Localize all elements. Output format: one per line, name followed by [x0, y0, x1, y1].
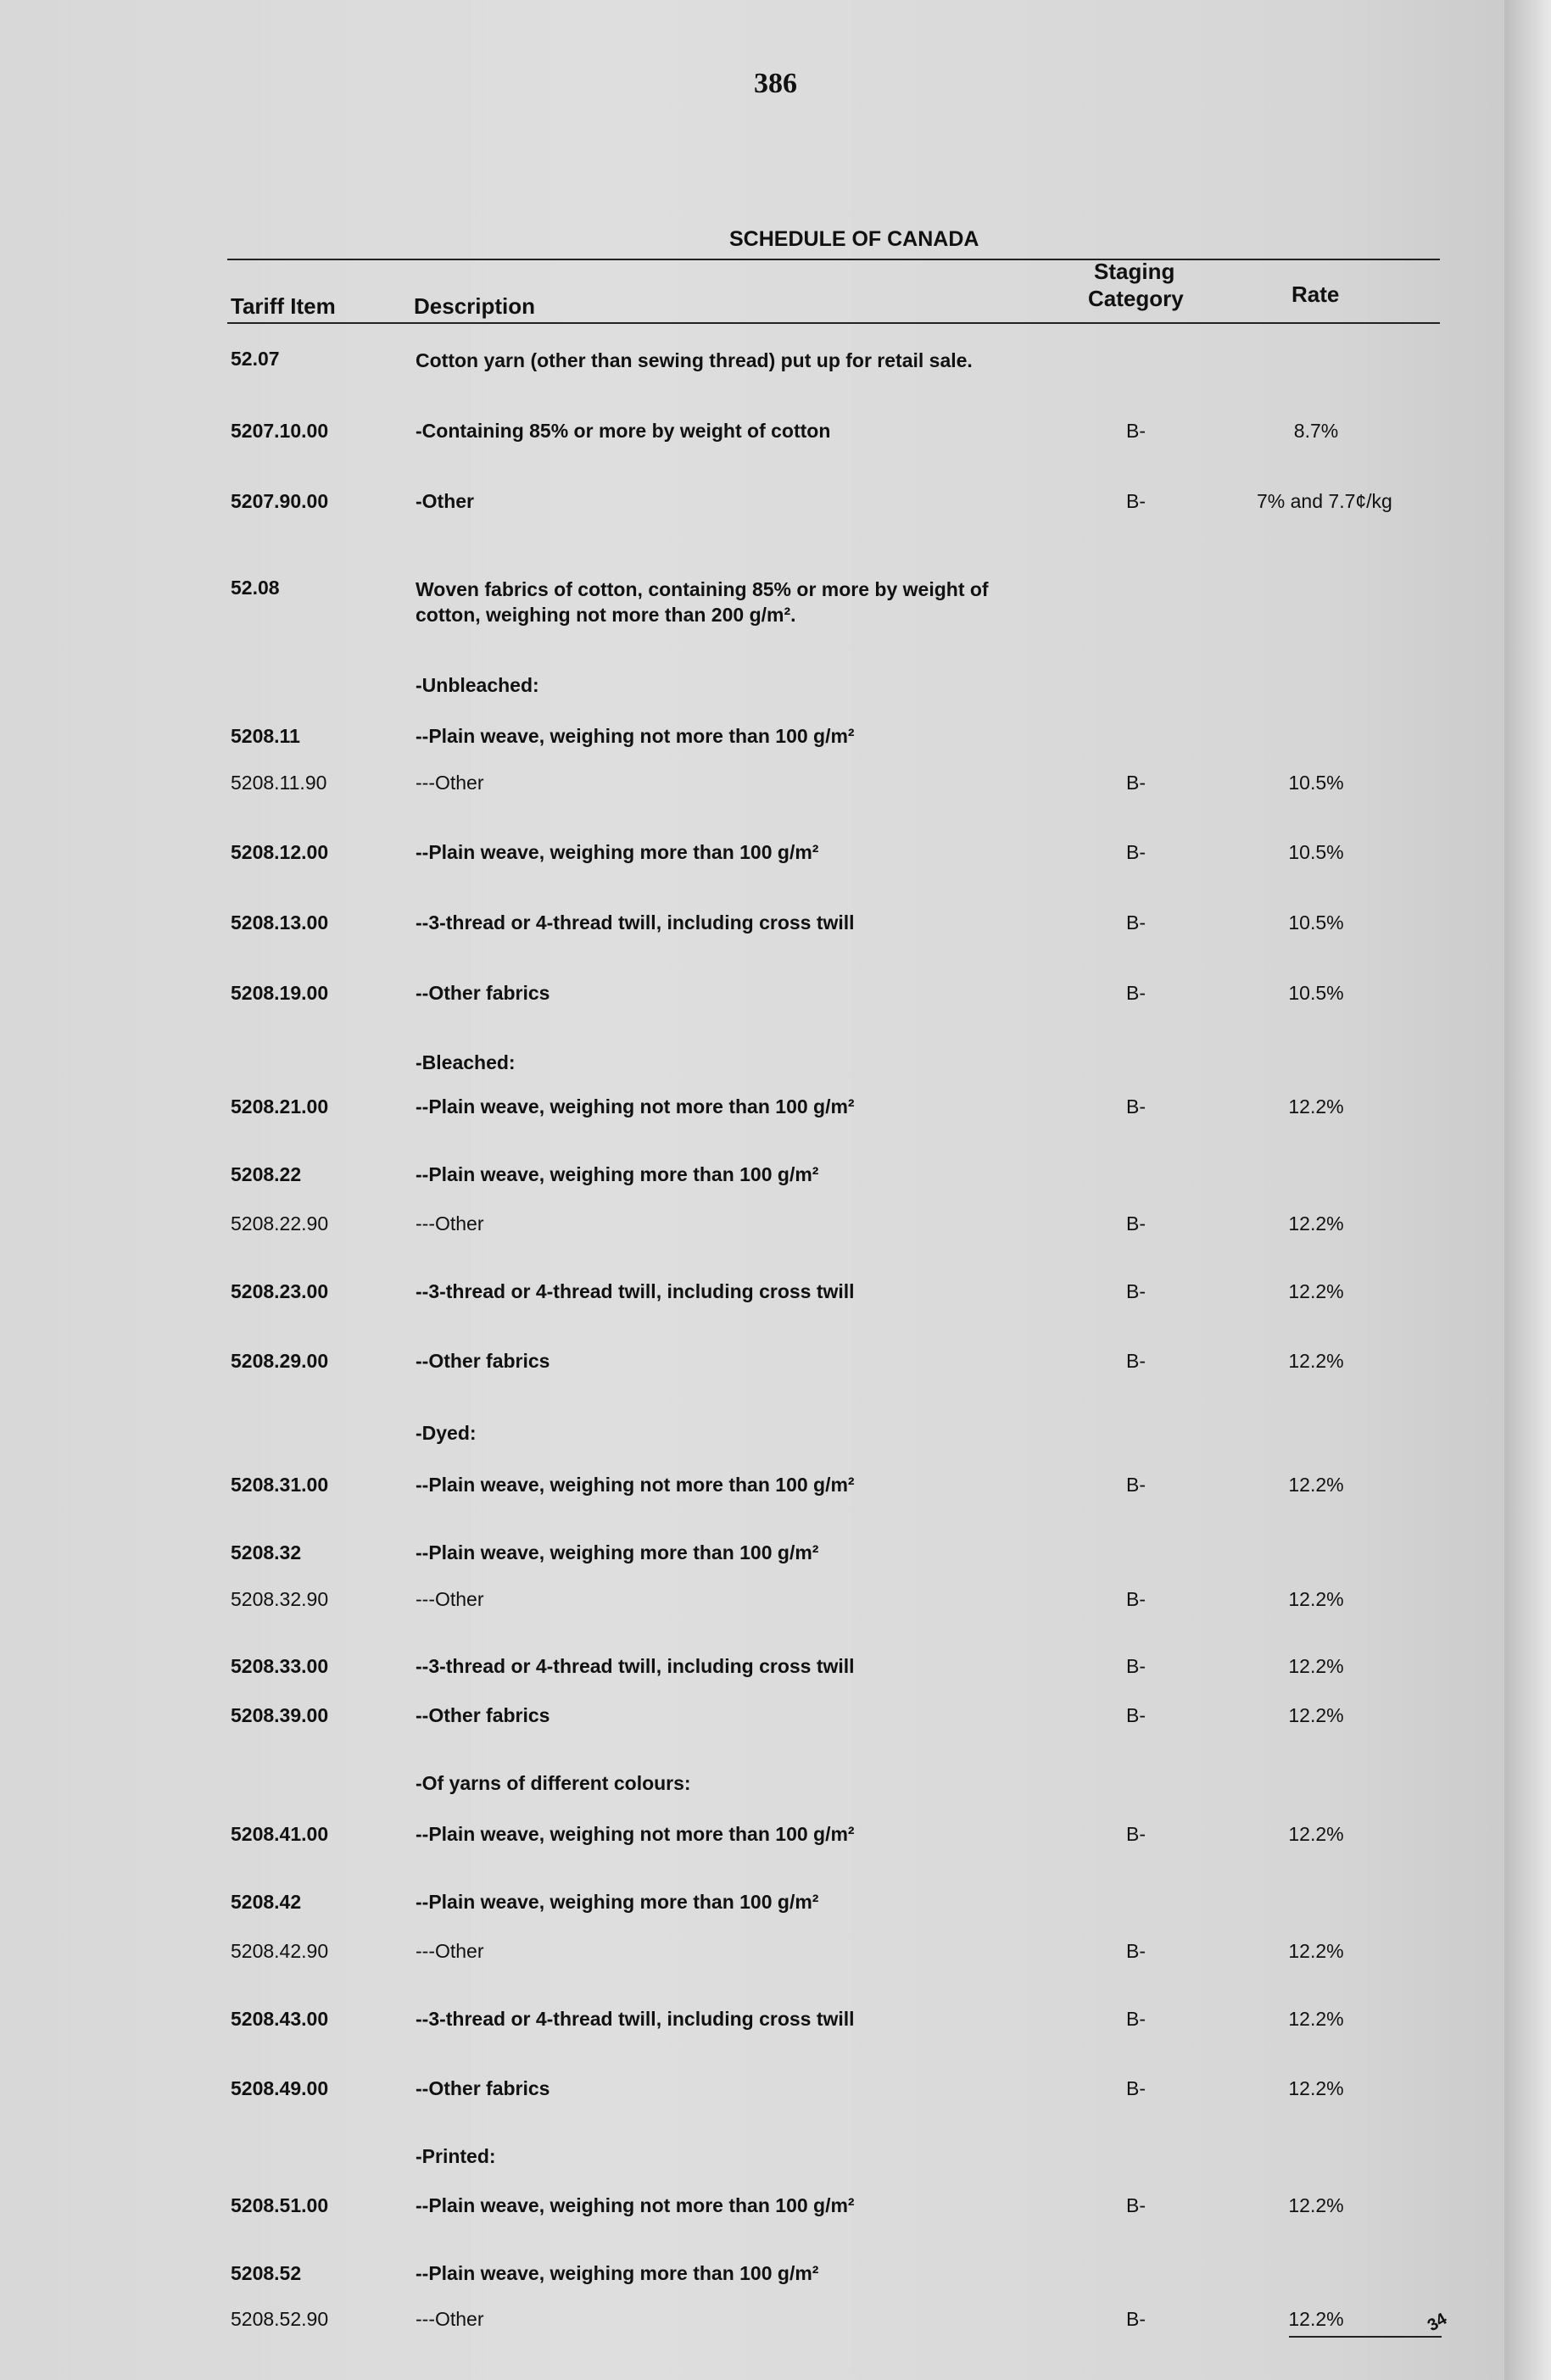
- table-row: [0, 841, 1551, 875]
- staging-category: B-: [1126, 2077, 1146, 2099]
- duty-rate: 12.2%: [1288, 2194, 1344, 2216]
- item-description: --Plain weave, weighing not more than 100 g/m²: [416, 725, 855, 747]
- staging-category: B-: [1126, 1474, 1146, 1496]
- duty-rate: 12.2%: [1288, 2077, 1344, 2099]
- table-row: [0, 2077, 1551, 2111]
- item-description: --Plain weave, weighing not more than 100 g/m²: [416, 1474, 855, 1496]
- table-row: [0, 911, 1551, 945]
- tariff-item-number: 5208.22.90: [231, 1212, 329, 1235]
- corner-mark: 34: [1424, 2309, 1451, 2336]
- staging-category: B-: [1126, 490, 1146, 512]
- item-description: --Plain weave, weighing not more than 100 g/m²: [416, 1823, 855, 1845]
- tariff-item-number: 5208.41.00: [231, 1823, 329, 1845]
- item-description: --3-thread or 4-thread twill, including cross twill: [416, 2008, 855, 2030]
- table-row: [0, 2194, 1551, 2228]
- duty-rate: 12.2%: [1288, 1940, 1344, 1962]
- table-row: [0, 1940, 1551, 1974]
- header-rate: Rate: [1292, 281, 1340, 307]
- staging-category: B-: [1126, 1655, 1146, 1677]
- table-row: [0, 674, 1551, 708]
- table-row: [0, 1891, 1551, 1925]
- item-description: -Of yarns of different colours:: [416, 1772, 691, 1794]
- duty-rate: 12.2%: [1288, 1095, 1344, 1118]
- tariff-item-number: 5208.21.00: [231, 1095, 329, 1118]
- table-row: [0, 2008, 1551, 2042]
- tariff-item-number: 5208.32.90: [231, 1588, 329, 1610]
- table-row: [0, 1588, 1551, 1622]
- item-description: --Other fabrics: [416, 1350, 550, 1372]
- duty-rate: 10.5%: [1288, 841, 1344, 863]
- tariff-item-number: 52.07: [231, 348, 280, 370]
- tariff-item-number: 5208.42: [231, 1891, 302, 1913]
- table-row: [0, 1655, 1551, 1689]
- table-row: [0, 1212, 1551, 1246]
- duty-rate: 12.2%: [1288, 1280, 1344, 1302]
- item-description: -Printed:: [416, 2145, 496, 2167]
- header-staging-line2: Category: [1088, 286, 1184, 311]
- staging-category: B-: [1126, 1588, 1146, 1610]
- table-row: [0, 1051, 1551, 1085]
- duty-rate: 12.2%: [1288, 2308, 1344, 2330]
- item-description: --Plain weave, weighing more than 100 g/m²: [416, 1891, 819, 1913]
- item-description: --Plain weave, weighing not more than 100 g/m²: [416, 2194, 855, 2216]
- item-description: -Dyed:: [416, 1422, 477, 1444]
- table-row: [0, 1704, 1551, 1738]
- item-description: -Other: [416, 490, 474, 512]
- duty-rate: 8.7%: [1293, 420, 1339, 442]
- item-description: ---Other: [416, 1588, 484, 1610]
- header-description: Description: [414, 293, 536, 319]
- item-description: --Plain weave, weighing more than 100 g/m²: [416, 1163, 819, 1185]
- staging-category: B-: [1126, 1212, 1146, 1235]
- item-description: --Other fabrics: [416, 1704, 550, 1726]
- table-row: [0, 2145, 1551, 2179]
- item-description: Cotton yarn (other than sewing thread) put up for retail sale.: [416, 349, 973, 371]
- tariff-item-number: 5208.39.00: [231, 1704, 329, 1726]
- duty-rate: 12.2%: [1288, 1588, 1344, 1610]
- tariff-item-number: 5208.42.90: [231, 1940, 329, 1962]
- table-row: [0, 1280, 1551, 1314]
- tariff-item-number: 5208.19.00: [231, 982, 329, 1004]
- staging-category: B-: [1126, 1823, 1146, 1845]
- tariff-item-number: 5208.51.00: [231, 2194, 329, 2216]
- table-row: [0, 1541, 1551, 1575]
- item-description: --Plain weave, weighing more than 100 g/m²: [416, 1541, 819, 1563]
- item-description: --Plain weave, weighing more than 100 g/m²: [416, 2262, 819, 2284]
- item-description: --3-thread or 4-thread twill, including cross twill: [416, 1280, 855, 1302]
- tariff-item-number: 5208.11: [231, 725, 300, 747]
- header-top-rule: [227, 259, 1440, 260]
- duty-rate: 7% and 7.7¢/kg: [1257, 490, 1392, 512]
- staging-category: B-: [1126, 2008, 1146, 2030]
- duty-rate: 10.5%: [1288, 911, 1344, 934]
- table-row: [0, 1163, 1551, 1197]
- table-row: [0, 1095, 1551, 1129]
- table-row: [0, 2262, 1551, 2296]
- schedule-title: SCHEDULE OF CANADA: [729, 227, 979, 251]
- table-row: [0, 1772, 1551, 1806]
- tariff-item-number: 5208.22: [231, 1163, 302, 1185]
- page-number: 386: [754, 68, 797, 99]
- tariff-item-number: 5207.90.00: [231, 490, 329, 512]
- tariff-item-number: 5208.49.00: [231, 2077, 329, 2099]
- item-description: -Containing 85% or more by weight of cotton: [416, 420, 831, 442]
- duty-rate: 12.2%: [1288, 1474, 1344, 1496]
- tariff-item-number: 5208.52: [231, 2262, 302, 2284]
- header-tariff-item: Tariff Item: [231, 293, 336, 319]
- item-description: --3-thread or 4-thread twill, including cross twill: [416, 911, 855, 934]
- staging-category: B-: [1126, 2194, 1146, 2216]
- tariff-item-number: 5208.33.00: [231, 1655, 329, 1677]
- item-description: --Other fabrics: [416, 2077, 550, 2099]
- duty-rate: 12.2%: [1288, 1212, 1344, 1235]
- item-description: Woven fabrics of cotton, containing 85% or more by weight of cotton, weighing not more than 200 g/m².: [416, 578, 989, 626]
- tariff-item-number: 5208.11.90: [231, 772, 327, 794]
- table-row: [0, 1350, 1551, 1384]
- staging-category: B-: [1126, 982, 1146, 1004]
- duty-rate: 12.2%: [1288, 1823, 1344, 1845]
- header-bottom-rule: [227, 322, 1440, 324]
- staging-category: B-: [1126, 1940, 1146, 1962]
- tariff-item-number: 5208.43.00: [231, 2008, 329, 2030]
- tariff-item-number: 5208.31.00: [231, 1474, 329, 1496]
- item-description: --Plain weave, weighing not more than 100 g/m²: [416, 1095, 855, 1118]
- item-description: --Plain weave, weighing more than 100 g/m²: [416, 841, 819, 863]
- item-description: -Bleached:: [416, 1051, 516, 1073]
- table-row: [0, 725, 1551, 759]
- table-row: [0, 348, 1551, 382]
- tariff-item-number: 5208.29.00: [231, 1350, 329, 1372]
- item-description: ---Other: [416, 1940, 484, 1962]
- footer-rule: [1289, 2336, 1442, 2338]
- item-description: --3-thread or 4-thread twill, including cross twill: [416, 1655, 855, 1677]
- duty-rate: 10.5%: [1288, 982, 1344, 1004]
- table-row: [0, 420, 1551, 454]
- staging-category: B-: [1126, 1095, 1146, 1118]
- item-description: ---Other: [416, 772, 484, 794]
- duty-rate: 10.5%: [1288, 772, 1344, 794]
- table-row: [0, 1422, 1551, 1456]
- staging-category: B-: [1126, 2308, 1146, 2330]
- table-row: [0, 577, 1551, 626]
- tariff-item-number: 5208.52.90: [231, 2308, 329, 2330]
- table-row: [0, 490, 1551, 524]
- header-staging-line1: Staging: [1094, 259, 1175, 284]
- table-row: [0, 982, 1551, 1016]
- item-description: ---Other: [416, 1212, 484, 1235]
- duty-rate: 12.2%: [1288, 1655, 1344, 1677]
- staging-category: B-: [1126, 841, 1146, 863]
- tariff-item-number: 52.08: [231, 577, 280, 599]
- tariff-item-number: 5207.10.00: [231, 420, 329, 442]
- tariff-item-number: 5208.32: [231, 1541, 302, 1563]
- staging-category: B-: [1126, 1350, 1146, 1372]
- item-description: -Unbleached:: [416, 674, 539, 696]
- tariff-item-number: 5208.13.00: [231, 911, 329, 934]
- table-row: [0, 772, 1551, 805]
- table-row: [0, 1474, 1551, 1508]
- tariff-item-number: 5208.12.00: [231, 841, 329, 863]
- staging-category: B-: [1126, 1704, 1146, 1726]
- table-row: [0, 1823, 1551, 1857]
- staging-category: B-: [1126, 420, 1146, 442]
- item-description: --Other fabrics: [416, 982, 550, 1004]
- duty-rate: 12.2%: [1288, 1704, 1344, 1726]
- staging-category: B-: [1126, 1280, 1146, 1302]
- staging-category: B-: [1126, 772, 1146, 794]
- item-description: ---Other: [416, 2308, 484, 2330]
- tariff-item-number: 5208.23.00: [231, 1280, 329, 1302]
- duty-rate: 12.2%: [1288, 2008, 1344, 2030]
- duty-rate: 12.2%: [1288, 1350, 1344, 1372]
- staging-category: B-: [1126, 911, 1146, 934]
